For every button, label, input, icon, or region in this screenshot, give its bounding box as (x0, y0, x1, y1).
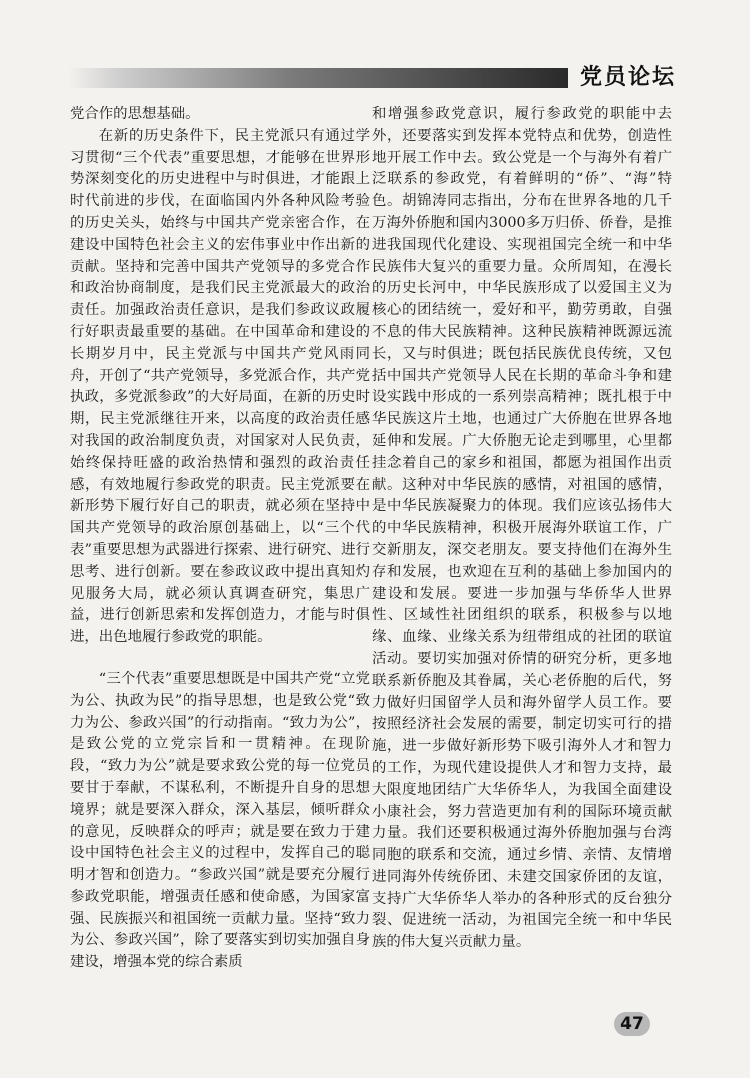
paragraph: 党合作的思想基础。 (70, 106, 200, 122)
header-bar (68, 68, 568, 88)
page-number: 47 (614, 1012, 650, 1036)
paragraph: “三个代表”重要思想既是中国共产党“立党为公、执政为民”的指导思想，也是致公党“致力为公、参政兴国”的行动指南。“致力为公”，是致公党的立党宗旨和一贯精神。在现阶段，“致力为公”就是要求致公党的每一位党员要甘于奉献，不谋私利，不断提升自身的思想境界；就是要深入群众，深入基层，倾听群众的意见，反映群众的呼声；就是要在致力于建设中国特色社会主义的过程中，发挥自己的聪明才智和创造力。“参政兴国”就是要充分履行参政党职能，增强责任感和使命感，为国家富强、民族振兴和祖国统一贡献力量。坚持“致力为公、参政兴国”，除了要落实到切实加强自身建设，增强本党的综合素质 (70, 670, 370, 971)
paragraph: 和增强参政党意识，履行参政党的职能中去外，还要落实到发挥本党特点和优势，创造性地开展工作中去。致公党是一个与海外有着广泛联系的参政党，有着鲜明的“侨”、“海”特色。胡锦涛同志指出，分布在世界各地的几千万海外侨胞和国内3000多万归侨、侨眷，是推进我国现代化建设、实现祖国完全统一和中华民族伟大复兴的重要力量。众所周知，在漫长的历史长河中，中华民族形成了以爱国主义为核心的团结统一，爱好和平，勤劳勇敢，自强不息的伟大民族精神。这种民族精神既源远流长，又与时俱进；既包括民族优良传统，又包括中国共产党领导人民在长期的革命斗争和建设实践中形成的一系列崇高精神；既扎根于中华民族这片土地，也通过广大侨胞在世界各地延伸和发展。广大侨胞无论走到哪里，心里都挂念着自己的家乡和祖国，都愿为祖国作出贡献。这种对中华民族的感情，对祖国的感情，是中华民族凝聚力的体现。我们应该弘扬伟大的中华民族精神，积极开展海外联谊工作，广交新朋友，深交老朋友。要支持他们在海外生存和发展，也欢迎在互利的基础上参加国内的建设和发展。要进一步加强与华侨华人世界性、区域性社团组织的联系，积极参与以地缘、血缘、业缘关系为纽带组成的社团的联谊活动。要切实加强对侨情的研究分析，更多地联系新侨胞及其眷属，关心老侨胞的后代，努力做好归国留学人员和海外留学人员工作。要按照经济社会发展的需要，制定切实可行的措施，进一步做好新形势下吸引海外人才和智力的工作，为现代建设提供人才和智力支持，最大限度地团结广大华侨华人，为我国全面建设小康社会，努力营造更加有利的国际环境贡献力量。我们还要积极通过海外侨胞加强与台湾同胞的联系和交流，通过乡情、亲情、友情增进同海外传统侨团、未建交国家侨团的友谊，支持广大华侨华人举办的各种形式的反台独分裂、促进统一活动，为祖国完全统一和中华民族的伟大复兴贡献力量。 (372, 106, 672, 951)
right-column (372, 104, 672, 984)
section-title: 党员论坛 (580, 65, 677, 90)
paragraph: 在新的历史条件下，民主党派只有通过学习贯彻“三个代表”重要思想，才能够在世界形势深刻变化的历史进程中与时俱进，才能跟上时代前进的步伐，在面临国内外各种风险考验的历史关头，始终与中国共产党亲密合作，在建设中国特色社会主义的宏伟事业中作出新的贡献。坚持和完善中国共产党领导的多党合作和政治协商制度，是我们民主党派最大的政治责任。加强政治责任意识，是我们参政议政履行好职责最重要的基础。在中国革命和建设的长期岁月中，民主党派与中国共产党风雨同舟，开创了“共产党领导，多党派合作，共产党执政，多党派参政”的大好局面，在新的历史时期，民主党派继往开来，以高度的政治责任感对我国的政治制度负责，对国家对人民负责，始终保持旺盛的政治热情和强烈的政治责任感，有效地履行参政党的职责。民主党派要在新形势下履行好自己的职责，就必须在坚持中国共产党领导的政治原创基础上，以“三个代表”重要思想为武器进行探索、进行研究、进行思考、进行创新。要在参政议政中提出真知灼见服务大局，就必须认真调查研究，集思广益，进行创新思索和发挥创造力，才能与时俱进，出色地履行参政党的职能。 (70, 127, 370, 646)
left-column (70, 104, 370, 984)
